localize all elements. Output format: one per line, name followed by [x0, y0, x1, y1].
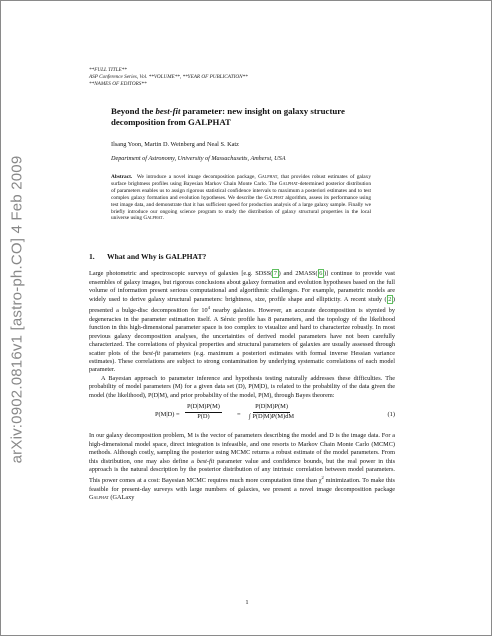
galphat-name: Galphat [258, 174, 278, 180]
superscript: 2 [321, 475, 324, 481]
title-part: parameter: new insight on galaxy structure decomposition from GALPHAT [111, 106, 345, 127]
abstract-text: We introduce a novel image decomposition package, [136, 174, 259, 180]
title-part: Beyond the [111, 106, 156, 116]
conference-header [89, 67, 395, 88]
arxiv-stamp: arXiv:0902.0816v1 [astro-ph.CO] 4 Feb 2009 [8, 155, 26, 464]
text: Large photometric and spectroscopic surveys of galaxies [e.g. SDSS( [89, 270, 273, 278]
superscript: 4 [207, 305, 210, 311]
abstract-text: algorithm, assess its performance using test image data, and demonstrate that it has sufficient speed for production analysis of a large galaxy sample. Finally we briefly introduce our ongoing science program to study the distribution of galaxy structural properties in the local universe using [111, 194, 372, 222]
text: ) and 2MASS( [278, 270, 318, 278]
section-heading [89, 252, 395, 261]
paragraph-3 [89, 432, 395, 503]
denominator: ∫ P(D|M)P(M)dM [249, 412, 295, 420]
bayes-equation [89, 403, 395, 429]
galphat-name: Galphat [264, 194, 284, 201]
emphasis: best-fit [196, 457, 215, 465]
header-editors: **NAMES OF EDITORS** [89, 81, 147, 87]
text: (GALaxy [108, 494, 135, 502]
header-series: ASP Conference Series, Vol. **VOLUME**, **YEAR OF PUBLICATION** [89, 74, 248, 80]
equation-lhs: P(M|D) = [155, 411, 180, 419]
paragraph-1 [89, 270, 395, 375]
citation-link[interactable]: 6 [319, 270, 323, 278]
abstract-text: -determined posterior distribution of parameters enables us to assign rigorous statistical confidence intervals to maximum a posteriori estimates and to test complex galaxy formation and evolution hypotheses. We describe the [111, 180, 371, 201]
abstract-label: Abstract. [111, 174, 133, 180]
text: In our galaxy decomposition problem, M is the vector of parameters describing the model and D is the image data. For a high-dimensional model space, direct integration is infeasible, and one resorts to Markov Chain Monte Carlo (MCMC) methods. Although costly, sampling the posterior using MCMC returns a robust estimate of the model parameters. From this distribution, one may also define a [89, 432, 395, 465]
galphat-name: Galphat [278, 180, 298, 187]
abstract-text: . [162, 215, 164, 222]
citation-link[interactable]: 2 [388, 295, 392, 303]
arxiv-stamp-strip [9, 1, 31, 601]
section-number: 1. [89, 252, 95, 262]
affiliation: Department of Astronomy, University of Massachusetts, Amherst, USA [111, 155, 286, 162]
text: )] continue to provide vast ensembles of galaxy images, but rigorous conclusions about galaxy formation and evolution hypotheses based on the full volume of information present serious computational and algorithmic challenges. For example, parametric models are widely used to derive galaxy structural parameters: brightness, size, profile shape and ellipticity. A recent study ( [89, 270, 395, 303]
denominator: P(D) [197, 412, 210, 420]
citation-link[interactable]: 7 [273, 270, 278, 278]
emphasis: best-fit [142, 349, 161, 357]
body-text [89, 270, 395, 503]
numerator: P(D|M)P(M) [185, 403, 222, 412]
abstract [111, 174, 371, 222]
text: ) presented a bulge-disc decomposition for 10 [89, 295, 395, 315]
paper-content [89, 67, 395, 503]
paragraph-2: A Bayesian approach to parameter inference and hypothesis testing naturally addresses these difficulties. The probability of model parameters (M) for a given data set (D), P(M|D), is related to the probability of the data given the model (the likelihood), P(D|M), and prior probability of the model, P(M), through Bayes theorem: [89, 374, 395, 399]
authors: Ilsang Yoon, Martin D. Weinberg and Neal S. Katz [111, 141, 239, 148]
equation-fraction-1 [185, 403, 222, 421]
page-number: 1 [245, 599, 249, 606]
galphat-name: Galphat [89, 494, 109, 502]
numerator: P(D|M)P(M) [253, 403, 290, 412]
equation-number: (1) [387, 411, 395, 419]
text: nearby galaxies. However, an accurate decomposition is stymied by degeneracies in the parameter estimation itself. A Sérsic profile has 8 parameters, and the topology of the likelihood function in this high-dimensional parameter space is too complex to visualize and hard to characterize robustly. In most previous galaxy decomposition analyses, the uncertainties of derived model parameters have not been carefully characterized. The correlations of physical properties and structural parameters of galaxies are usually assessed through scatter plots of the [89, 307, 395, 357]
text: minimization. To make this feasible for present-day surveys with large numbers of galaxies, we present a novel image decomposition package [89, 477, 395, 494]
header-full-title: **FULL TITLE** [89, 67, 127, 73]
text: parameter value and confidence bounds, but the real power in this approach is the natural description by the posterior distribution of any intrinsic correlation between model parameters. This power comes at a cost: Bayesian MCMC requires much more computation time than χ [89, 457, 395, 485]
galphat-name: Galphat [143, 215, 163, 222]
abstract-text: , that provides robust estimates of galaxy surface brightness profiles using Bayesian Markov Chain Monte Carlo. The [111, 174, 372, 187]
title-emphasis: best-fit [155, 106, 181, 116]
paper-title [111, 106, 371, 127]
equation-fraction-2 [247, 403, 296, 421]
text: parameters (e.g. maximum a posteriori estimates with formal inverse Hessian variance estimates). These correlations are subject to strong contamination by underlying systematic correlations of each model parameter. [89, 349, 395, 374]
equals-sign: = [237, 411, 241, 419]
section-title: What and Why is GALPHAT? [107, 252, 207, 262]
